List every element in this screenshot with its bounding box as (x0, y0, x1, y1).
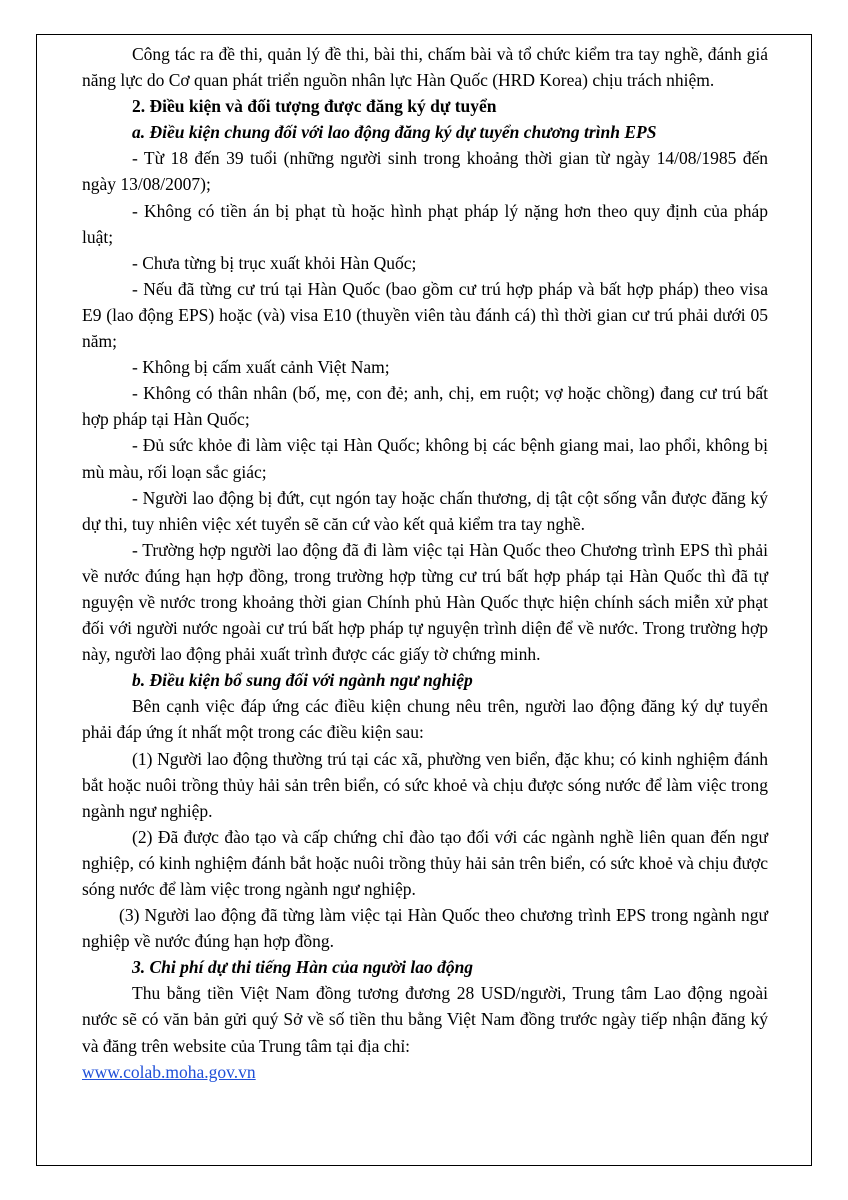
condition-item: - Trường hợp người lao động đã đi làm việc tại Hàn Quốc theo Chương trình EPS thì phải về nước đúng hạn hợp đồng, trong trường hợp từng cư trú bất hợp pháp tại Hàn Quốc thì đã tự nguyện về nước trong khoảng thời gian Chính phủ Hàn Quốc thực hiện chính sách miễn xử phạt đối với người nước ngoài cư trú bất hợp pháp tự nguyện trình diện để về nước. Trong trường hợp này, người lao động phải xuất trình được các giấy tờ chứng minh. (82, 539, 768, 665)
condition-item: - Không có thân nhân (bố, mẹ, con đẻ; anh, chị, em ruột; vợ hoặc chồng) đang cư trú bất hợp pháp tại Hàn Quốc; (82, 383, 768, 430)
condition-item: - Nếu đã từng cư trú tại Hàn Quốc (bao gồm cư trú hợp pháp và bất hợp pháp) theo visa E9 (lao động EPS) hoặc (và) visa E10 (thuyền viên tàu đánh cá) thì thời gian cư trú phải dưới 05 năm; (82, 278, 768, 352)
section-2a-heading: a. Điều kiện chung đối với lao động đăng ký dự tuyển chương trình EPS (132, 122, 657, 143)
section-3-heading: 3. Chi phí dự thi tiếng Hàn của người lao động (132, 957, 474, 978)
condition-item: - Từ 18 đến 39 tuổi (những người sinh trong khoảng thời gian từ ngày 14/08/1985 đến ngày 13/08/2007); (82, 148, 768, 195)
fishery-condition-item: (2) Đã được đào tạo và cấp chứng chỉ đào tạo đối với các ngành nghề liên quan đến ngư nghiệp, có kinh nghiệm đánh bắt hoặc nuôi trồng thủy hải sản trên biển, có sức khoẻ và chịu được sóng nước để làm việc trong ngành ngư nghiệp. (82, 826, 768, 899)
condition-item: - Chưa từng bị trục xuất khỏi Hàn Quốc; (132, 252, 417, 273)
section-3-text: Thu bằng tiền Việt Nam đồng tương đương 28 USD/người, Trung tâm Lao động ngoài nước sẽ có văn bản gửi quý Sở về số tiền thu bằng Việt Nam đồng trước ngày tiếp nhận đăng ký và đăng trên website của Trung tâm tại địa chỉ: (82, 983, 768, 1056)
document-body (82, 41, 768, 1085)
fishery-condition-item: (3) Người lao động đã từng làm việc tại Hàn Quốc theo chương trình EPS trong ngành ngư nghiệp về nước đúng hạn hợp đồng. (82, 905, 768, 952)
section-2-heading: 2. Điều kiện và đối tượng được đăng ký dự tuyển (132, 96, 497, 117)
fishery-condition-item: (1) Người lao động thường trú tại các xã, phường ven biển, đặc khu; có kinh nghiệm đánh bắt hoặc nuôi trồng thủy hải sản trên biển, có sức khoẻ và chịu được sóng nước để làm việc trong ngành ngư nghiệp. (82, 748, 768, 821)
section-2b-intro: Bên cạnh việc đáp ứng các điều kiện chung nêu trên, người lao động đăng ký dự tuyển phải đáp ứng ít nhất một trong các điều kiện sau: (82, 696, 768, 743)
condition-item: - Người lao động bị đứt, cụt ngón tay hoặc chấn thương, dị tật cột sống vẫn được đăng ký dự thi, tuy nhiên việc xét tuyển sẽ căn cứ vào kết quả kiểm tra tay nghề. (82, 487, 768, 534)
condition-item: - Đủ sức khỏe đi làm việc tại Hàn Quốc; không bị các bệnh giang mai, lao phổi, không bị mù màu, rối loạn sắc giác; (82, 435, 768, 482)
condition-item: - Không bị cấm xuất cảnh Việt Nam; (132, 357, 390, 378)
condition-item: - Không có tiền án bị phạt tù hoặc hình phạt pháp lý nặng hơn theo quy định của pháp luật; (82, 200, 768, 247)
website-line (82, 1059, 768, 1085)
section-2b-heading: b. Điều kiện bổ sung đối với ngành ngư nghiệp (132, 670, 473, 691)
intro-paragraph: Công tác ra đề thi, quản lý đề thi, bài thi, chấm bài và tổ chức kiểm tra tay nghề, đánh giá năng lực do Cơ quan phát triển nguồn nhân lực Hàn Quốc (HRD Korea) chịu trách nhiệm. (82, 44, 768, 91)
website-link[interactable]: www.colab.moha.gov.vn (82, 1061, 256, 1082)
